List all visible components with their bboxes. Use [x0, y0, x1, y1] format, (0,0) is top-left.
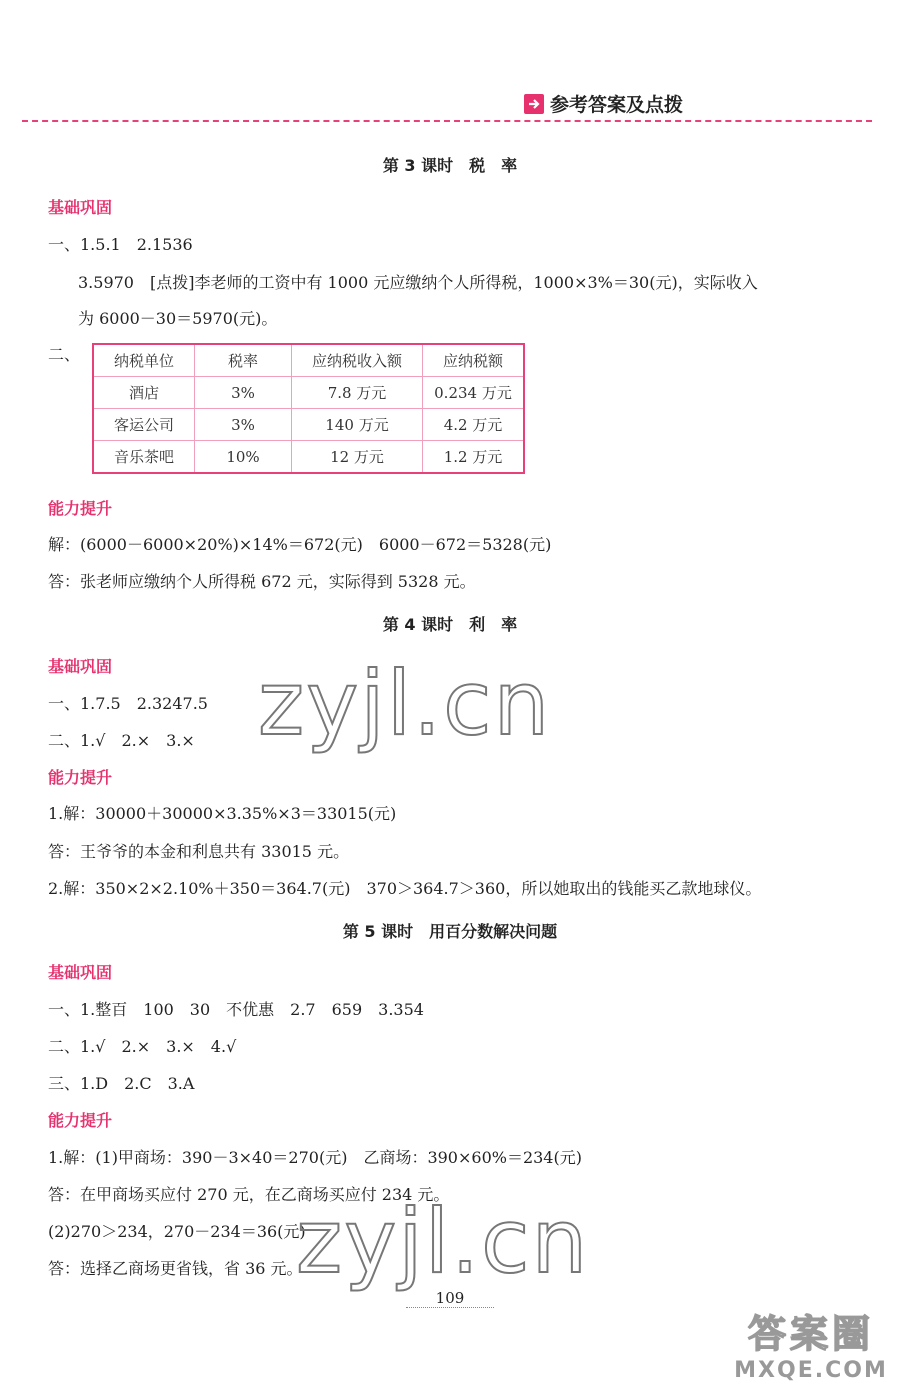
table-cell: 3% — [195, 409, 292, 441]
table-header-cell: 纳税单位 — [93, 344, 195, 377]
running-header — [524, 90, 683, 117]
lesson-5-title: 第 5 课时 用百分数解决问题 — [342, 922, 558, 941]
answer-line: 一、1.7.5 2.3247.5 — [48, 694, 208, 713]
logo-bottom-text: MXQE.COM — [734, 1358, 888, 1383]
table-cell: 10% — [195, 441, 292, 474]
table-cell: 12 万元 — [292, 441, 423, 474]
page-number-text: 109 — [406, 1289, 495, 1308]
lesson-4-advanced-label: 能力提升 — [48, 768, 113, 787]
table-header-cell: 应纳税额 — [423, 344, 525, 377]
table-header-cell: 税率 — [195, 344, 292, 377]
table-cell: 7.8 万元 — [292, 377, 423, 409]
answer-line: 答：在甲商场买应付 270 元，在乙商场买应付 234 元。 — [48, 1185, 450, 1204]
table-row — [93, 441, 524, 474]
table-cell: 3% — [195, 377, 292, 409]
answer-line: (2)270＞234，270－234＝36(元) — [48, 1222, 306, 1241]
table-cell: 140 万元 — [292, 409, 423, 441]
answer-line: 一、1.5.1 2.1536 — [48, 235, 193, 254]
answer-line: 一、1.整百 100 30 不优惠 2.7 659 3.354 — [48, 1000, 424, 1019]
table-header-cell: 应纳税收入额 — [292, 344, 423, 377]
page-number — [380, 1289, 520, 1307]
answer-line: 答：王爷爷的本金和利息共有 33015 元。 — [48, 842, 350, 861]
lesson-4-title: 第 4 课时 利 率 — [382, 615, 518, 634]
watermark-text: zyjl.cn — [296, 1190, 590, 1293]
lesson-5-basic-label: 基础巩固 — [48, 963, 113, 982]
answer-line: 三、1.D 2.C 3.A — [48, 1074, 195, 1093]
answer-line: 答：张老师应缴纳个人所得税 672 元，实际得到 5328 元。 — [48, 572, 476, 591]
answer-line: 为 6000－30＝5970(元)。 — [78, 309, 278, 328]
lesson-4-basic-label: 基础巩固 — [48, 657, 113, 676]
table-cell: 酒店 — [93, 377, 195, 409]
lesson-3-title: 第 3 课时 税 率 — [382, 156, 518, 175]
answer-line: 2.解：350×2×2.10%＋350＝364.7(元) 370＞364.7＞360，所以她取出的钱能买乙款地球仪。 — [48, 879, 762, 898]
logo-top-text: 答案圈 — [747, 1312, 874, 1356]
table-cell: 0.234 万元 — [423, 377, 525, 409]
table-cell: 1.2 万元 — [423, 441, 525, 474]
answer-line: 1.解：30000＋30000×3.35%×3＝33015(元) — [48, 804, 397, 823]
arrow-right-icon — [524, 94, 544, 114]
answer-line: 3.5970 [点拨]李老师的工资中有 1000 元应缴纳个人所得税，1000×3%＝30(元)，实际收入 — [78, 273, 758, 292]
table-header-row — [93, 344, 524, 377]
site-logo — [728, 1303, 894, 1381]
answer-line: 解：(6000－6000×20%)×14%＝672(元) 6000－672＝5328(元) — [48, 535, 552, 554]
table-row — [93, 409, 524, 441]
table-cell: 4.2 万元 — [423, 409, 525, 441]
lesson-3-basic-label: 基础巩固 — [48, 198, 113, 217]
lesson-3-advanced-label: 能力提升 — [48, 499, 113, 518]
answer-line: 1.解：(1)甲商场：390－3×40＝270(元) 乙商场：390×60%＝234(元) — [48, 1148, 582, 1167]
answer-line: 二、1.√ 2.× 3.× 4.√ — [48, 1037, 237, 1056]
table-cell: 音乐茶吧 — [93, 441, 195, 474]
lesson-5-advanced-label: 能力提升 — [48, 1111, 113, 1130]
tax-table — [92, 343, 525, 474]
table-question-label: 二、 — [48, 345, 81, 364]
header-title: 参考答案及点拨 — [550, 94, 684, 116]
table-cell: 客运公司 — [93, 409, 195, 441]
answer-line: 答：选择乙商场更省钱，省 36 元。 — [48, 1259, 303, 1278]
table-row — [93, 377, 524, 409]
watermark-text: zyjl.cn — [258, 652, 552, 755]
header-divider — [22, 120, 872, 122]
answer-line: 二、1.√ 2.× 3.× — [48, 731, 195, 750]
